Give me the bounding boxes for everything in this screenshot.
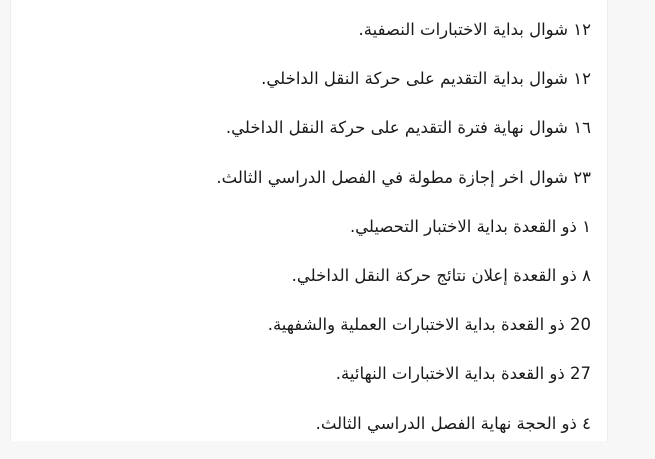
list-item: 27 ذو القعدة بداية الاختبارات النهائية. bbox=[335, 364, 591, 384]
list-item: ٤ ذو الحجة نهاية الفصل الدراسي الثالث. bbox=[315, 413, 591, 433]
event-list bbox=[31, 16, 591, 459]
list-item: ١٢ شوال بداية الاختبارات النصفية. bbox=[358, 20, 591, 39]
list-item: ١٦ شوال نهاية فترة التقديم على حركة النقل الداخلي. bbox=[225, 118, 591, 138]
document-page bbox=[10, 0, 608, 441]
list-item: ١ ذو القعدة بداية الاختبار التحصيلي. bbox=[349, 216, 591, 236]
list-item: 20 ذو القعدة بداية الاختبارات العملية والشفهية. bbox=[267, 315, 591, 335]
list-item: ١٢ شوال بداية التقديم على حركة النقل الداخلي. bbox=[261, 69, 591, 89]
list-item: ٢٣ شوال اخر إجازة مطولة في الفصل الدراسي الثالث. bbox=[216, 167, 591, 187]
list-item: ٨ ذو القعدة إعلان نتائج حركة النقل الداخلي. bbox=[291, 265, 591, 285]
